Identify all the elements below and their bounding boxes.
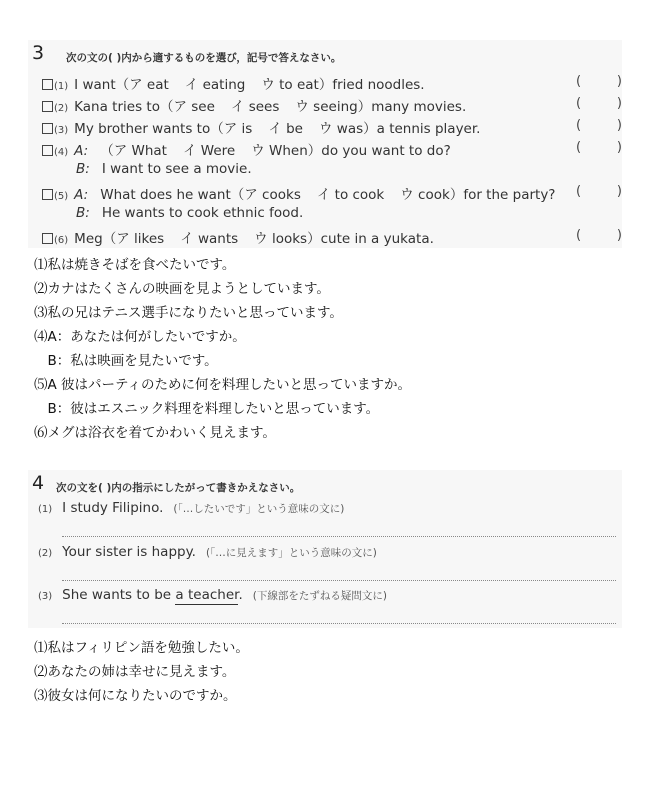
option-a: ア eat	[129, 77, 169, 93]
option-a: ア see	[173, 99, 215, 115]
option-i: イ to cook	[316, 187, 385, 203]
answer-line-4-2[interactable]	[62, 580, 616, 581]
question-3-6: (6) Meg（ア likes イ wants ウ looks）cute in a yukata.	[42, 227, 434, 247]
translation-3-2: ⑵カナはたくさんの映画を見ようとしています。	[34, 281, 330, 297]
translation-3-4a: ⑷A：あなたは何がしたいですか。	[34, 329, 246, 345]
translation-3-3: ⑶私の兄はテニス選手になりたいと思っています。	[34, 305, 343, 321]
question-4-1: (1) I study Filipino. (「…したいです」という意味の文に)	[38, 500, 345, 516]
section-3-instruction: 次の文の( )内から適するものを選び，記号で答えなさい。	[66, 52, 342, 64]
answer-box-3-6[interactable]: ( )	[576, 228, 622, 243]
question-3-4: (4) A: （ア What イ Were ウ When）do you want to do?	[42, 139, 451, 159]
option-u: ウ When	[251, 143, 308, 159]
section-3-number: 3	[32, 42, 45, 64]
option-i: イ wants	[180, 231, 239, 247]
underlined-phrase: a teacher	[175, 587, 239, 603]
translation-3-5b: B：彼はエスニック料理を料理したいと思っています。	[34, 401, 380, 417]
question-3-4-response: B: I want to see a movie.	[76, 161, 252, 177]
option-u: ウ to eat	[261, 77, 319, 93]
answer-box-3-1[interactable]: ( )	[576, 74, 622, 89]
option-i: イ eating	[184, 77, 246, 93]
question-3-1: (1) I want（ア eat イ eating ウ to eat）fried noodles.	[42, 73, 425, 93]
answer-box-3-3[interactable]: ( )	[576, 118, 622, 133]
question-4-2: (2) Your sister is happy. (「…に見えます」という意味の文に)	[38, 544, 377, 560]
option-i: イ sees	[230, 99, 280, 115]
question-3-5: (5) A: What does he want（ア cooks イ to cook ウ cook）for the party?	[42, 183, 555, 203]
checkbox-icon[interactable]	[42, 189, 53, 200]
option-u: ウ cook	[400, 187, 450, 203]
translation-3-4b: B：私は映画を見たいです。	[34, 353, 218, 369]
question-4-3: (3) She wants to be a teacher. (下線部をたずねる疑問文に)	[38, 587, 387, 603]
checkbox-icon[interactable]	[42, 79, 53, 90]
option-i: イ be	[268, 121, 303, 137]
section-4-instruction: 次の文を( )内の指示にしたがって書きかえなさい。	[56, 482, 301, 494]
checkbox-icon[interactable]	[42, 145, 53, 156]
checkbox-icon[interactable]	[42, 233, 53, 244]
answer-box-3-4[interactable]: ( )	[576, 140, 622, 155]
checkbox-icon[interactable]	[42, 101, 53, 112]
option-i: イ Were	[182, 143, 236, 159]
section-3-block	[28, 40, 622, 248]
checkbox-icon[interactable]	[42, 123, 53, 134]
question-3-2: (2) Kana tries to（ア see イ sees ウ seeing）many movies.	[42, 95, 466, 115]
section-4-number: 4	[32, 472, 45, 494]
option-u: ウ looks	[254, 231, 308, 247]
question-3-3: (3) My brother wants to（ア is イ be ウ was）a tennis player.	[42, 117, 480, 137]
option-a: ア cooks	[244, 187, 301, 203]
section-4-block	[28, 470, 622, 628]
answer-box-3-5[interactable]: ( )	[576, 184, 622, 199]
translation-3-1: ⑴私は焼きそばを食べたいです。	[34, 257, 236, 273]
translation-3-6: ⑹メグは浴衣を着てかわいく見えます。	[34, 425, 276, 441]
translation-4-1: ⑴私はフィリピン語を勉強したい。	[34, 640, 249, 656]
option-a: ア likes	[116, 231, 165, 247]
option-u: ウ seeing	[295, 99, 358, 115]
option-a: ア is	[223, 121, 253, 137]
translation-4-3: ⑶彼女は何になりたいのですか。	[34, 688, 237, 704]
answer-line-4-3[interactable]	[62, 623, 616, 624]
answer-line-4-1[interactable]	[62, 536, 616, 537]
option-a: ア What	[113, 143, 167, 159]
question-3-5-response: B: He wants to cook ethnic food.	[76, 205, 304, 221]
answer-box-3-2[interactable]: ( )	[576, 96, 622, 111]
translation-4-2: ⑵あなたの姉は幸せに見えます。	[34, 664, 236, 680]
translation-3-5a: ⑸A 彼はパーティのために何を料理したいと思っていますか。	[34, 377, 411, 393]
option-u: ウ was	[318, 121, 364, 137]
